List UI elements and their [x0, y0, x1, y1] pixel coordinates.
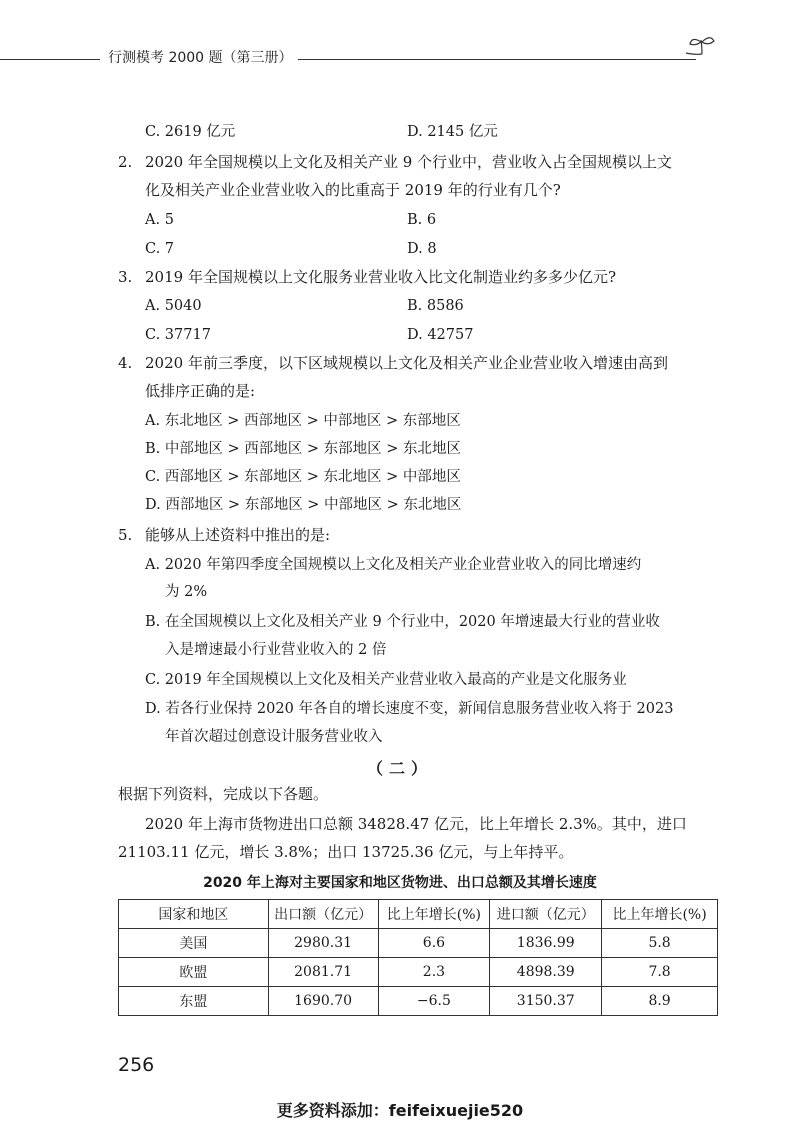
- q2-option-d: D. 8: [407, 241, 437, 257]
- table-cell: 4898.39: [490, 958, 602, 987]
- q3-option-d: D. 42757: [407, 327, 474, 343]
- table-cell: 美国: [119, 929, 269, 958]
- table-header-cell: 比上年增长(%): [378, 900, 490, 929]
- q5-option-a-line1: A. 2020 年第四季度全国规模以上文化及相关产业企业营业收入的同比增速约: [145, 557, 642, 573]
- table-cell: 1690.70: [268, 987, 378, 1016]
- page-number: 256: [118, 1054, 155, 1076]
- table-header-cell: 比上年增长(%): [602, 900, 718, 929]
- q2-option-a: A. 5: [145, 212, 174, 228]
- q4-option-d: D. 西部地区 > 东部地区 > 中部地区 > 东北地区: [145, 497, 462, 513]
- section-paragraph-line1: 2020 年上海市货物进出口总额 34828.47 亿元，比上年增长 2.3%。其中，进口: [145, 815, 687, 833]
- table-header-cell: 出口额（亿元）: [268, 900, 378, 929]
- q2-number: 2.: [118, 153, 133, 171]
- q5-option-d-line1: D. 若各行业保持 2020 年各自的增长速度不变，新闻信息服务营业收入将于 2023: [145, 701, 674, 717]
- q5-option-a-line2: 为 2%: [165, 584, 208, 600]
- page-header: [0, 40, 800, 80]
- q4-stem-line2: 低排序正确的是:: [145, 382, 256, 400]
- q4-option-a: A. 东北地区 > 西部地区 > 中部地区 > 东部地区: [145, 413, 461, 429]
- q2-stem-line1: 2020 年全国规模以上文化及相关产业 9 个行业中，营业收入占全国规模以上文: [145, 153, 673, 171]
- q1-option-c: C. 2619 亿元: [145, 124, 236, 140]
- table-cell: 2081.71: [268, 958, 378, 987]
- q1-option-d: D. 2145 亿元: [407, 124, 498, 140]
- section-paragraph-line2: 21103.11 亿元，增长 3.8%；出口 13725.36 亿元，与上年持平。: [118, 843, 574, 861]
- table-cell: 欧盟: [119, 958, 269, 987]
- header-title: 行测模考 2000 题（第三册）: [108, 50, 293, 66]
- q4-stem-line1: 2020 年前三季度，以下区域规模以上文化及相关产业企业营业收入增速由高到: [145, 354, 668, 372]
- q2-option-c: C. 7: [145, 241, 175, 257]
- q3-stem-line1: 2019 年全国规模以上文化服务业营业收入比文化制造业约多多少亿元?: [145, 268, 616, 286]
- q5-option-b-line1: B. 在全国规模以上文化及相关产业 9 个行业中，2020 年增速最大行业的营业收: [145, 614, 660, 630]
- table-header-cell: 进口额（亿元）: [490, 900, 602, 929]
- table-cell: 5.8: [602, 929, 718, 958]
- q4-number: 4.: [118, 354, 133, 372]
- q3-number: 3.: [118, 268, 133, 286]
- q3-option-b: B. 8586: [407, 298, 464, 314]
- trade-table: [118, 899, 718, 1016]
- table-cell: 3150.37: [490, 987, 602, 1016]
- table-header-row: [119, 900, 718, 929]
- q3-option-c: C. 37717: [145, 327, 211, 343]
- q5-stem-line1: 能够从上述资料中推出的是:: [145, 526, 331, 544]
- footer-note: 更多资料添加：feifeixuejie520: [276, 1101, 524, 1120]
- table-row: [119, 987, 718, 1016]
- section-title: （二）: [366, 759, 433, 778]
- table-cell: 1836.99: [490, 929, 602, 958]
- table-header-cell: 国家和地区: [119, 900, 269, 929]
- table-cell: 8.9: [602, 987, 718, 1016]
- q5-option-c: C. 2019 年全国规模以上文化及相关产业营业收入最高的产业是文化服务业: [145, 672, 627, 688]
- q5-option-b-line2: 入是增速最小行业营业收入的 2 倍: [165, 642, 387, 658]
- table-cell: 东盟: [119, 987, 269, 1016]
- table-cell: 7.8: [602, 958, 718, 987]
- q4-option-b: B. 中部地区 > 西部地区 > 东部地区 > 东北地区: [145, 441, 461, 457]
- header-rule-left: [0, 59, 100, 60]
- table-cell: 2980.31: [268, 929, 378, 958]
- q5-option-d-line2: 年首次超过创意设计服务营业收入: [165, 729, 383, 745]
- q4-option-c: C. 西部地区 > 东部地区 > 东北地区 > 中部地区: [145, 469, 461, 485]
- q2-option-b: B. 6: [407, 212, 437, 228]
- sprout-icon: [684, 34, 718, 64]
- table-cell: 2.3: [378, 958, 490, 987]
- table-cell: −6.5: [378, 987, 490, 1016]
- table-cell: 6.6: [378, 929, 490, 958]
- section-intro: 根据下列资料，完成以下各题。: [118, 785, 329, 803]
- table-row: [119, 958, 718, 987]
- q2-stem-line2: 化及相关产业企业营业收入的比重高于 2019 年的行业有几个?: [145, 181, 561, 199]
- q5-number: 5.: [118, 526, 133, 544]
- table-row: [119, 929, 718, 958]
- q3-option-a: A. 5040: [145, 298, 202, 314]
- table-title: 2020 年上海对主要国家和地区货物进、出口总额及其增长速度: [203, 875, 597, 891]
- header-rule-right: [298, 59, 696, 60]
